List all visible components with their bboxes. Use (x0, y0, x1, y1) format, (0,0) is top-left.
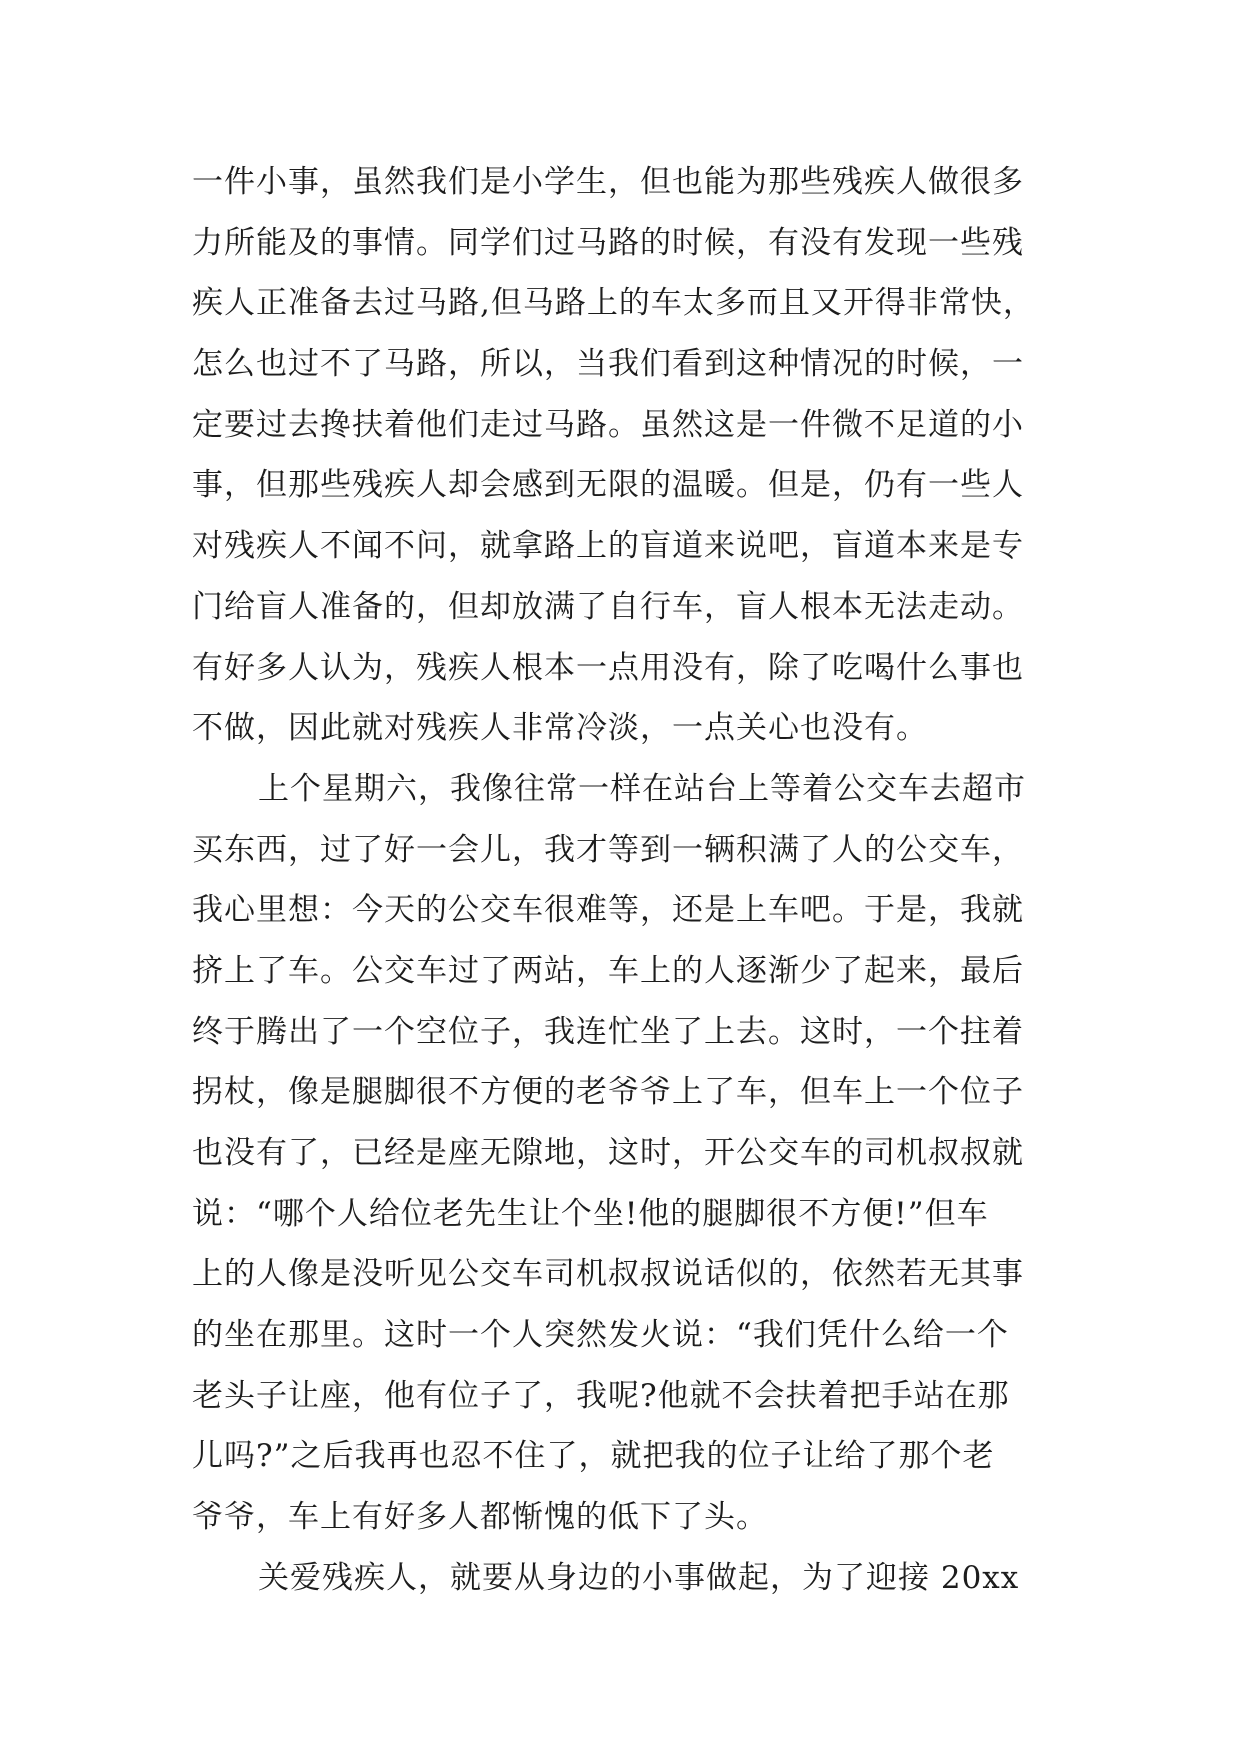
text-line: 一件小事，虽然我们是小学生，但也能为那些残疾人做很多 (192, 164, 1024, 200)
text-line: 事，但那些残疾人却会感到无限的温暖。但是，仍有一些人 (192, 467, 1024, 504)
text-line: 儿吗?”之后我再也忍不住了，就把我的位子让给了那个老 (192, 1438, 995, 1475)
text-line: 拐杖，像是腿脚很不方便的老爷爷上了车，但车上一个位子 (192, 1074, 1024, 1111)
text-line: 怎么也过不了马路，所以，当我们看到这种情况的时候，一 (192, 346, 1024, 383)
text-line: 门给盲人准备的，但却放满了自行车，盲人根本无法走动。 (192, 588, 1024, 625)
paragraph-start-line: 关爱残疾人，就要从身边的小事做起，为了迎接 20xx (258, 1559, 1020, 1596)
text-line: 也没有了，已经是座无隙地，这时，开公交车的司机叔叔就 (192, 1135, 1024, 1171)
text-line: 定要过去搀扶着他们走过马路。虽然这是一件微不足道的小 (192, 406, 1024, 443)
text-line: 上的人像是没听见公交车司机叔叔说话似的，依然若无其事 (192, 1256, 1024, 1293)
paragraph-start-line: 上个星期六，我像往常一样在站台上等着公交车去超市 (258, 770, 1026, 807)
text-line: 力所能及的事情。同学们过马路的时候，有没有发现一些残 (192, 224, 1024, 261)
text-line: 的坐在那里。这时一个人突然发火说：“我们凭什么给一个 (192, 1317, 1009, 1354)
text-line: 买东西，过了好一会儿，我才等到一辆积满了人的公交车， (192, 831, 1024, 868)
body-text (192, 152, 1092, 1609)
text-line: 老头子让座，他有位子了，我呢?他就不会扶着把手站在那 (192, 1377, 1010, 1414)
text-line: 说：“哪个人给位老先生让个坐!他的腿脚很不方便!”但车 (192, 1195, 989, 1232)
text-line: 对残疾人不闻不问，就拿路上的盲道来说吧，盲道本来是专 (192, 528, 1024, 565)
text-line: 爷爷，车上有好多人都惭愧的低下了头。 (192, 1499, 768, 1536)
text-line: 终于腾出了一个空位子，我连忙坐了上去。这时，一个拄着 (192, 1013, 1024, 1050)
text-line: 我心里想：今天的公交车很难等，还是上车吧。于是，我就 (192, 892, 1024, 929)
text-line: 不做，因此就对残疾人非常冷淡，一点关心也没有。 (192, 710, 928, 747)
text-line: 挤上了车。公交车过了两站，车上的人逐渐少了起来，最后 (192, 952, 1024, 989)
text-line: 疾人正准备去过马路,但马路上的车太多而且又开得非常快， (192, 285, 1035, 322)
text-line: 有好多人认为，残疾人根本一点用没有，除了吃喝什么事也 (192, 649, 1024, 686)
